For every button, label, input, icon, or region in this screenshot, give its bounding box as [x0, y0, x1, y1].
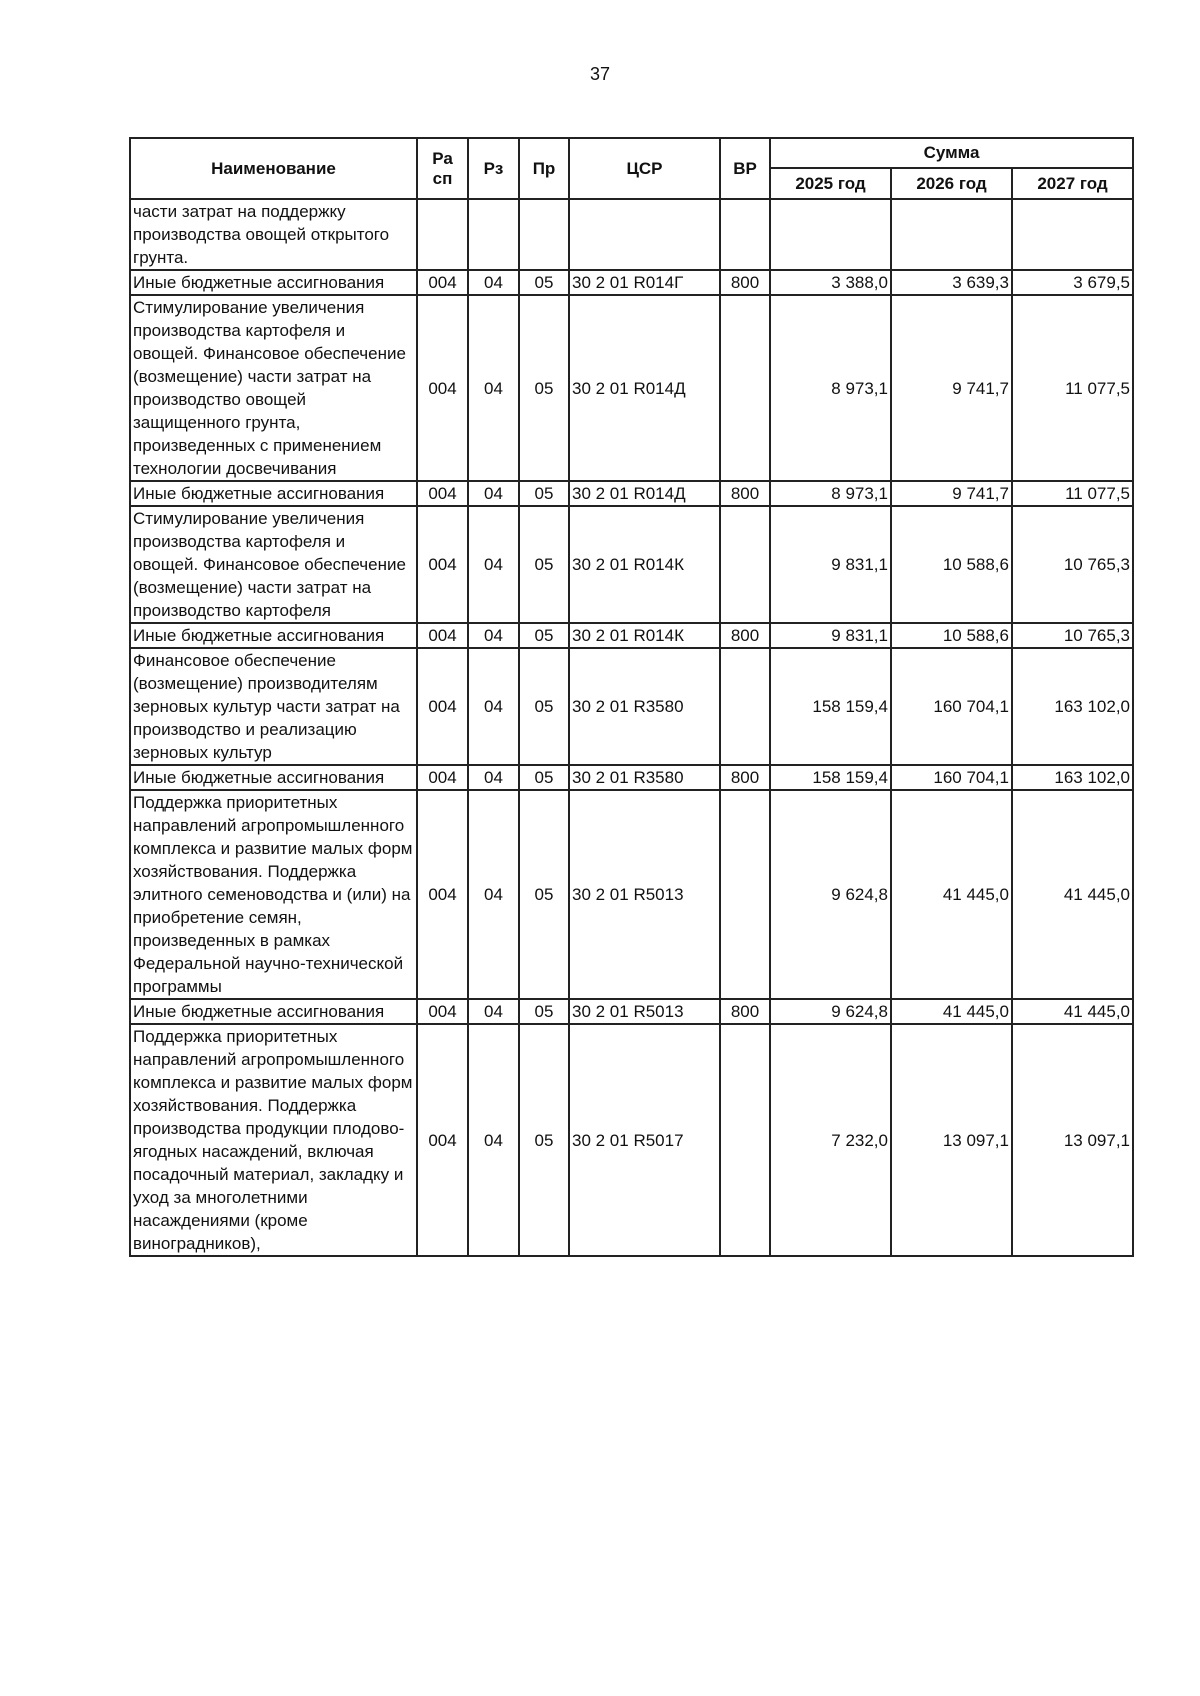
row-csr: 30 2 01 R3580: [569, 765, 720, 790]
row-2027: 11 077,5: [1012, 481, 1133, 506]
table-row: [130, 623, 1133, 648]
row-rz: 04: [468, 623, 519, 648]
header-2027: 2027 год: [1012, 168, 1133, 199]
row-name: Иные бюджетные ассигнования: [130, 481, 417, 506]
row-rz: [468, 199, 519, 270]
row-2026: [891, 199, 1012, 270]
row-rasp: 004: [417, 999, 468, 1024]
row-csr: 30 2 01 R014Д: [569, 481, 720, 506]
row-2025: 7 232,0: [770, 1024, 891, 1256]
header-vr: ВР: [720, 138, 770, 199]
row-name: Стимулирование увеличения производства картофеля и овощей. Финансовое обеспечение (возмещение) части затрат на производство картофеля: [130, 506, 417, 623]
row-rasp: 004: [417, 765, 468, 790]
header-csr: ЦСР: [569, 138, 720, 199]
row-name: Поддержка приоритетных направлений агропромышленного комплекса и развитие малых форм хозяйствования. Поддержка элитного семеноводства и (или) на приобретение семян, произведенных в рамках Федеральной научно-технической программы: [130, 790, 417, 999]
row-name: части затрат на поддержку производства овощей открытого грунта.: [130, 199, 417, 270]
row-2026: 9 741,7: [891, 481, 1012, 506]
row-pr: 05: [519, 648, 569, 765]
row-2025: 9 831,1: [770, 623, 891, 648]
row-vr: [720, 790, 770, 999]
row-2027: 163 102,0: [1012, 648, 1133, 765]
row-rz: 04: [468, 790, 519, 999]
row-vr: [720, 295, 770, 481]
row-vr: [720, 506, 770, 623]
row-2027: 41 445,0: [1012, 999, 1133, 1024]
row-pr: 05: [519, 999, 569, 1024]
row-name: Поддержка приоритетных направлений агропромышленного комплекса и развитие малых форм хозяйствования. Поддержка производства продукции плодово-ягодных насаждений, включая посадочный материал, закладку и уход за многолетними насаждениями (кроме виноградников),: [130, 1024, 417, 1256]
row-2027: [1012, 199, 1133, 270]
row-2026: 160 704,1: [891, 765, 1012, 790]
table-row: [130, 1024, 1133, 1256]
row-rasp: 004: [417, 270, 468, 295]
row-rz: 04: [468, 765, 519, 790]
row-2026: 160 704,1: [891, 648, 1012, 765]
budget-table: [129, 137, 1134, 1257]
table-row: [130, 999, 1133, 1024]
row-2025: 158 159,4: [770, 648, 891, 765]
row-2027: 3 679,5: [1012, 270, 1133, 295]
header-rz: Рз: [468, 138, 519, 199]
row-2025: 8 973,1: [770, 295, 891, 481]
row-vr: 800: [720, 270, 770, 295]
row-csr: [569, 199, 720, 270]
row-rz: 04: [468, 506, 519, 623]
row-vr: [720, 199, 770, 270]
row-vr: 800: [720, 999, 770, 1024]
row-2025: [770, 199, 891, 270]
page-number: 37: [589, 64, 611, 84]
header-row: [130, 138, 1133, 168]
row-csr: 30 2 01 R5013: [569, 999, 720, 1024]
row-csr: 30 2 01 R5017: [569, 1024, 720, 1256]
row-2026: 10 588,6: [891, 506, 1012, 623]
row-2025: 158 159,4: [770, 765, 891, 790]
row-vr: 800: [720, 481, 770, 506]
row-2027: 13 097,1: [1012, 1024, 1133, 1256]
header-rasp-line2: сп: [432, 168, 453, 188]
row-pr: 05: [519, 481, 569, 506]
table-row: [130, 765, 1133, 790]
header-2026: 2026 год: [891, 168, 1012, 199]
row-2026: 9 741,7: [891, 295, 1012, 481]
row-2026: 3 639,3: [891, 270, 1012, 295]
row-pr: 05: [519, 295, 569, 481]
table-row: [130, 790, 1133, 999]
row-2026: 41 445,0: [891, 999, 1012, 1024]
row-pr: 05: [519, 1024, 569, 1256]
table-row: [130, 270, 1133, 295]
row-csr: 30 2 01 R014Г: [569, 270, 720, 295]
row-name: Финансовое обеспечение (возмещение) производителям зерновых культур части затрат на производство и реализацию зерновых культур: [130, 648, 417, 765]
row-rz: 04: [468, 295, 519, 481]
row-2025: 9 624,8: [770, 999, 891, 1024]
header-rasp-line1: Ра: [432, 148, 453, 168]
row-name: Иные бюджетные ассигнования: [130, 765, 417, 790]
row-pr: 05: [519, 623, 569, 648]
row-2025: 3 388,0: [770, 270, 891, 295]
row-rasp: 004: [417, 506, 468, 623]
row-rz: 04: [468, 481, 519, 506]
row-rasp: 004: [417, 648, 468, 765]
row-vr: [720, 648, 770, 765]
row-pr: 05: [519, 765, 569, 790]
row-rasp: 004: [417, 481, 468, 506]
row-2025: 9 624,8: [770, 790, 891, 999]
row-rasp: 004: [417, 1024, 468, 1256]
row-rz: 04: [468, 270, 519, 295]
row-2026: 13 097,1: [891, 1024, 1012, 1256]
row-vr: 800: [720, 765, 770, 790]
row-name: Иные бюджетные ассигнования: [130, 270, 417, 295]
row-2027: 41 445,0: [1012, 790, 1133, 999]
row-rasp: [417, 199, 468, 270]
table-row: [130, 506, 1133, 623]
row-name: Иные бюджетные ассигнования: [130, 623, 417, 648]
row-csr: 30 2 01 R014Д: [569, 295, 720, 481]
row-rasp: 004: [417, 790, 468, 999]
header-2025: 2025 год: [770, 168, 891, 199]
row-2025: 8 973,1: [770, 481, 891, 506]
row-2026: 41 445,0: [891, 790, 1012, 999]
row-2027: 11 077,5: [1012, 295, 1133, 481]
header-name: Наименование: [130, 138, 417, 199]
row-2026: 10 588,6: [891, 623, 1012, 648]
row-vr: 800: [720, 623, 770, 648]
row-2025: 9 831,1: [770, 506, 891, 623]
row-pr: 05: [519, 270, 569, 295]
table-row: [130, 648, 1133, 765]
row-name: Стимулирование увеличения производства картофеля и овощей. Финансовое обеспечение (возмещение) части затрат на производство овощей защищенного грунта, произведенных с применением технологии досвечивания: [130, 295, 417, 481]
row-rz: 04: [468, 648, 519, 765]
table-row: [130, 199, 1133, 270]
row-csr: 30 2 01 R014К: [569, 506, 720, 623]
row-rasp: 004: [417, 295, 468, 481]
row-rz: 04: [468, 1024, 519, 1256]
row-pr: 05: [519, 506, 569, 623]
row-2027: 10 765,3: [1012, 506, 1133, 623]
row-csr: 30 2 01 R3580: [569, 648, 720, 765]
row-name: Иные бюджетные ассигнования: [130, 999, 417, 1024]
row-2027: 10 765,3: [1012, 623, 1133, 648]
row-csr: 30 2 01 R014К: [569, 623, 720, 648]
header-sum: Сумма: [770, 138, 1133, 168]
header-rasp: [417, 138, 468, 199]
row-rz: 04: [468, 999, 519, 1024]
row-2027: 163 102,0: [1012, 765, 1133, 790]
header-pr: Пр: [519, 138, 569, 199]
row-csr: 30 2 01 R5013: [569, 790, 720, 999]
table-row: [130, 481, 1133, 506]
row-rasp: 004: [417, 623, 468, 648]
row-vr: [720, 1024, 770, 1256]
row-pr: [519, 199, 569, 270]
row-pr: 05: [519, 790, 569, 999]
table-row: [130, 295, 1133, 481]
